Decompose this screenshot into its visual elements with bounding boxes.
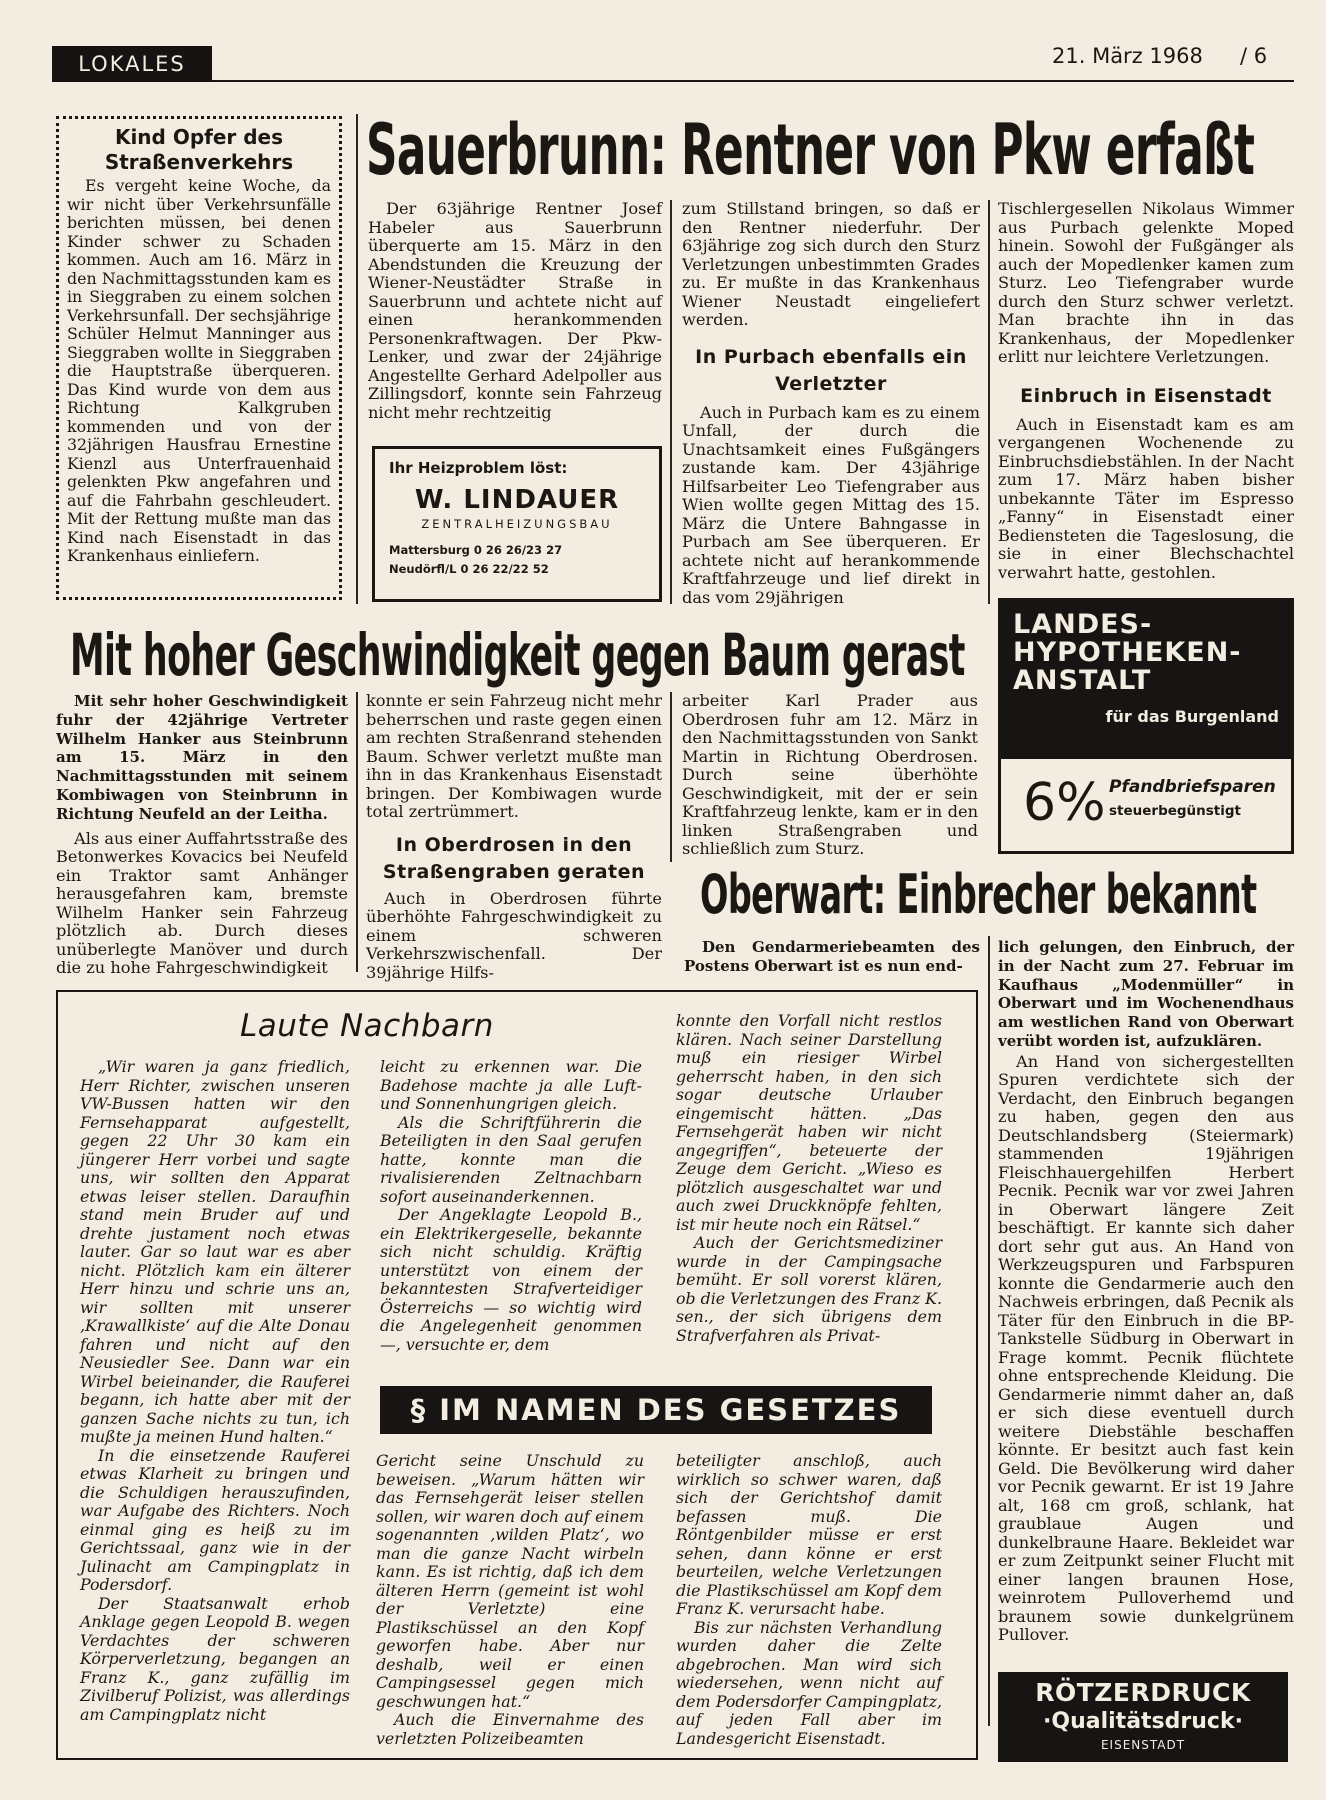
ad-lindauer-sub: ZENTRALHEIZUNGSBAU — [421, 517, 613, 531]
section-label: LOKALES — [52, 46, 212, 82]
ad-hypo-line2: HYPOTHEKEN- — [1013, 637, 1242, 668]
divider-2 — [670, 200, 672, 604]
sauerbrunn-col3: Tischlergesellen Nikolaus Wimmer aus Purbach gelenkte Moped hinein. Sowohl der Fußgänger als auch der Mopedlenker kamen zum Sturz. Leo Tiefengraber wurde durch den Sturz schwer verletzt. Man brachte ihn in das Krankenhaus, der Mopedlenker erlitt nur leichtere Verletzungen. Einbruch in Eisenstadt Auch in Eisenstadt kam es am vergangenen Wochenende zu Einbruchsdiebstählen. In der Nacht zum 17. März haben bisher unbekannte Täter im Espresso „Fanny“ in Eisenstadt einer Bediensteten die Tageslosung, die sie in einer Blechschachtel verwahrt hatte, gestohlen. — [998, 199, 1294, 582]
baum-col1: Mit sehr hoher Geschwindigkeit fuhr der 42jährige Vertreter Wilhelm Hanker aus Steinbrunn am 15. März in den Nachmittagsstunden mit seinem Kombiwagen von Steinbrunn in Richtung Neufeld an der Leitha. Als aus einer Auffahrtsstraße des Betonwerkes Kovacics bei Neufeld ein Traktor samt Anhänger herausgefahren kam, bremste Wilhelm Hanker sein Fahrzeug plötzlich ab. Durch dieses unüberlegte Manöver und durch die zu hohe Fahrgeschwindigkeit — [56, 692, 348, 978]
nachbarn-col3: konnte den Vorfall nicht restlos klären. Nach seiner Darstellung muß ein riesiger Wirbel geherrscht haben, in den sich sogar deutsche Urlauber eingemischt hätten. „Das Fernsehgerät haben wir nicht angegriffen“, beteuerte der Zeuge dem Gericht. „Wieso es plötzlich ausgeschaltet war und auch zwei Druckknöpfe fehlten, ist mir heute noch ein Rätsel.“ Auch der Gerichtsmediziner wurde in der Campingsache bemüht. Er soll vorerst klären, ob die Verletzungen des Franz K. sen., der sich übrigens dem Strafverfahren als Privat- — [676, 1011, 942, 1345]
divider-5 — [670, 692, 672, 862]
oberwart-headline: Oberwart: Einbrecher bekannt — [700, 863, 1257, 926]
ad-roetzer-line2: ·Qualitätsdruck· — [1043, 1709, 1243, 1734]
kind-opfer-title2: Straßenverkehrs — [104, 150, 294, 174]
kind-opfer-title: Kind Opfer des — [114, 125, 284, 149]
ad-lindauer-phone1: Mattersburg 0 26 26/23 27 — [389, 543, 563, 557]
ad-roetzer — [998, 1672, 1288, 1762]
oberdrosen-head: In Oberdrosen in den Straßengraben geraten — [382, 833, 646, 883]
nachbarn-col1: „Wir waren ja ganz friedlich, Herr Richter, zwischen unseren VW-Bussen hatten wir den Fernsehapparat aufgestellt, gegen 22 Uhr 30 kam ein jüngerer Herr vorbei und sagte uns, wir sollten den Apparat etwas leiser stellen. Daraufhin stand mein Bruder auf und drehte justament noch etwas lauter. Gar so laut war es aber nicht. Plötzlich kam ein älterer Herr hinzu und schrie uns an, wir sollten mit unserer ‚Krawallkiste‘ auf die Alte Donau fahren und nicht auf den Neusiedler See. Dann war ein Wirbel beieinander, die Rauferei begann, ich hatte aber mit der ganzen Sache nichts zu tun, ich mußte ja meinen Hund halten.“ In die einsetzende Rauferei etwas Klarheit zu bringen und die Schuldigen herauszufinden, war Aufgabe des Richters. Noch einmal ging es heiß zu im Gerichtssaal, ganz wie in der Julinacht am Campingplatz in Podersdorf. Der Staatsanwalt erhob Anklage gegen Leopold B. wegen Verdachtes der schweren Körperverletzung, begangen an Franz K., ganz zufällig im Zivilberuf Polizist, was allerdings am Campingplatz nicht — [80, 1057, 350, 1724]
sauerbrunn-headline: Sauerbrunn: Rentner von Pkw erfaßt — [366, 109, 1255, 191]
ad-hypo-sub: für das Burgenland — [1105, 707, 1279, 726]
baum-col3: arbeiter Karl Prader aus Oberdrosen fuhr am 12. März in den Nachmittagsstunden von Sankt Martin in Richtung Oberdrosen. Durch seine überhöhte Geschwindigkeit, mit der er sein Kraftfahrzeug lenkte, kam er in den linken Straßengraben und schließlich zum Sturz. — [682, 691, 978, 858]
nachbarn-banner: § IM NAMEN DES GESETZES — [380, 1386, 932, 1434]
divider-1 — [356, 114, 358, 604]
ad-roetzer-line1: RÖTZERDRUCK — [1035, 1678, 1251, 1707]
ad-hypo-p1: Pfandbriefsparen — [1109, 777, 1276, 797]
nachbarn-bcol1: Gericht seine Unschuld zu beweisen. „Warum hätten wir das Fernsehgerät leiser stellen sollen, wir waren doch auf einem sogenannten ‚wilden Platz‘, wo man die ganze Nacht wirbeln kann. Es ist richtig, daß ich dem älteren Herrn (gemeint ist wohl der Verletzte) eine Plastikschüssel an den Kopf geworfen habe. Aber nur deshalb, weil er einen Campingsessel gegen mich geschwungen hat.“ Auch die Einvernahme des verletzten Polizeibeamten — [376, 1451, 644, 1748]
purbach-head: In Purbach ebenfalls ein Verletzter — [695, 345, 967, 395]
nachbarn-col2: leicht zu erkennen war. Die Badehose machte ja alle Luft- und Sonnenhungrigen gleich. Als die Schriftführerin die Beteiligten in den Saal gerufen hatte, konnte man die rivalisierenden Zeltnachbarn sofort auseinanderkennen. Der Angeklagte Leopold B., ein Elektrikergeselle, bekannte sich nicht schuldig. Kräftig unterstützt von einem der bekanntesten Strafverteidiger Österreichs — so wichtig wird die Angelegenheit genommen —, versuchte er, dem — [380, 1057, 642, 1354]
oberwart-col: lich gelungen, den Einbruch, der in der Nacht zum 27. Februar im Kaufhaus „Modenmüller“ in Oberwart und im Wochenendhaus am westlichen Rand von Oberwart verübt worden ist, aufzuklären. An Hand von sichergestellten Spuren verdichtete sich der Verdacht, den Einbruch begangen zu haben, gegen den aus Deutschlandsberg (Steiermark) stammenden 19jährigen Fleischhauergehilfen Herbert Pecnik. Pecnik war vor zwei Jahren in Oberwart längere Zeit beschäftigt. Er kannte sich daher dort sehr gut aus. An Hand von Werkzeugspuren und Farbspuren konnte die Gendarmerie auch den Nachweis erbringen, daß Pecnik als Täter für den Einbruch in die BP-Tankstelle Südburg in Oberwart in Frage kommt. Pecnik flüchtete ohne entsprechende Kleidung. Die Gendarmerie nimmt daher an, daß er sich diese eventuell durch weitere Diebstähle beschaffen könnte. Er besitzt auch fast kein Geld. Die Bevölkerung wird daher vor Pecnik gewarnt. Er ist 19 Jahre alt, 168 cm groß, schlank, hat graublaue Augen und dunkelbraune Haare. Bekleidet war er zum Zeitpunkt seiner Flucht mit einer langen braunen Hose, weinrotem Pulloverhemd und braunem sowie dunkelgrünem Pullover. — [998, 938, 1294, 1645]
ad-hypo — [998, 598, 1294, 854]
divider-6 — [988, 936, 990, 1726]
ad-hypo-percent: 6% — [1023, 773, 1106, 833]
ad-lindauer-name: W. LINDAUER — [414, 485, 620, 515]
eisenstadt-head: Einbruch in Eisenstadt — [1020, 384, 1272, 407]
baum-col2: konnte er sein Fahrzeug nicht mehr beherrschen und raste gegen einen am rechten Straßenrand stehenden Baum. Schwer verletzt mußte man ihn in das Krankenhaus Eisenstadt bringen. Der Kombiwagen wurde total zertrümmert. In Oberdrosen in den Straßengraben geraten Auch in Oberdrosen führte überhöhte Fahrgeschwindigkeit zu einem schweren Verkehrszwischenfall. Der 39jährige Hilfs- — [366, 691, 662, 982]
ad-hypo-p2: steuerbegünstigt — [1109, 803, 1242, 819]
baum-lead: Mit sehr hoher Geschwindigkeit fuhr der 42jährige Vertreter Wilhelm Hanker aus Steinbrunn am 15. März in den Nachmittagsstunden mit seinem Kombiwagen von Steinbrunn in Richtung Neufeld an der Leitha. — [56, 692, 348, 823]
divider-4 — [356, 692, 358, 972]
oberwart-lead1: Den Gendarmeriebeamten des Postens Oberwart ist es nun end- — [684, 938, 980, 975]
kind-opfer-body: Es vergeht keine Woche, da wir nicht über Verkehrsunfälle berichten müssen, bei denen Kinder schwer zu Schaden kommen. Auch am 16. März in den Nachmittagsstunden kam es in Sieggraben zu einem solchen Verkehrsunfall. Der sechsjährige Schüler Helmut Manninger aus Sieggraben wollte in Sieggraben die Hauptstraße überqueren. Das Kind wurde von dem aus Richtung Kalkgruben kommenden und von der 32jährigen Hausfrau Ernestine Kienzl aus Unterfrauenhaid gelenkten Pkw angefahren und auf die Fahrbahn geschleudert. Mit der Rettung mußte man das Kind nach Eisenstadt in das Krankenhaus einliefern. — [67, 176, 331, 565]
ad-lindauer — [372, 446, 662, 602]
ad-hypo-line3: ANSTALT — [1013, 665, 1152, 696]
sauerbrunn-col2: zum Stillstand bringen, so daß er den Rentner niederfuhr. Der 63jährige zog sich durch den Sturz Verletzungen unbestimmten Grades zu. Er mußte in das Krankenhaus Wiener Neustadt eingeliefert werden. In Purbach ebenfalls ein Verletzter Auch in Purbach kam es zu einem Unfall, der durch die Unachtsamkeit eines Fußgängers zustande kam. Der 43jährige Hilfsarbeiter Leo Tiefengraber aus Wien wollte gegen Mittag des 15. März die Untere Bahngasse in Purbach am See überqueren. Er achtete nicht auf herankommende Kraftfahrzeuge und lief direkt in das vom 29jährigen — [682, 199, 980, 607]
nachbarn-title: Laute Nachbarn — [240, 1008, 494, 1044]
baum-headline: Mit hoher Geschwindigkeit gegen Baum gerast — [70, 621, 965, 689]
oberwart-lead2: lich gelungen, den Einbruch, der in der Nacht zum 27. Februar im Kaufhaus „Modenmüller“ in Oberwart und im Wochenendhaus am westlichen Rand von Oberwart verübt worden ist, aufzuklären. — [998, 938, 1294, 1050]
nachbarn-bcol2: beteiligter anschloß, auch wirklich so schwer waren, daß sich der Gerichtshof damit befassen muß. Die Röntgenbilder müsse er erst sehen, dann könne er erst beurteilen, welche Verletzungen die Plastikschüssel am Kopf dem Franz K. verursacht habe. Bis zur nächsten Verhandlung wurden daher die Zelte abgebrochen. Man wird sich wiedersehen, wenn nicht auf dem Podersdorfer Campingplatz, auf jeden Fall aber im Landesgericht Eisenstadt. — [676, 1451, 942, 1748]
ad-lindauer-phone2: Neudörfl/L 0 26 22/22 52 — [389, 562, 549, 576]
kind-opfer-box — [56, 116, 342, 600]
ad-lindauer-line1: Ihr Heizproblem löst: — [389, 459, 568, 477]
issue-date: 21. März 1968 — [1052, 44, 1203, 68]
divider-3 — [988, 200, 990, 604]
ad-roetzer-line3: EISENSTADT — [1100, 1738, 1186, 1752]
ad-hypo-line1: LANDES- — [1013, 609, 1153, 640]
page-number: / 6 — [1240, 44, 1268, 68]
sauerbrunn-col1: Der 63jährige Rentner Josef Habeler aus Sauerbrunn überquerte am 15. März in den Abendstunden die Kreuzung der Wiener-Neustädter Straße in Sauerbrunn und achtete nicht auf einen herankommenden Personenkraftwagen. Der Pkw-Lenker, und zwar der 24jährige Angestellte Gerhard Adelpoller aus Zillingsdorf, konnte sein Fahrzeug nicht mehr rechtzeitig — [368, 199, 662, 422]
header-rule — [212, 80, 1294, 82]
